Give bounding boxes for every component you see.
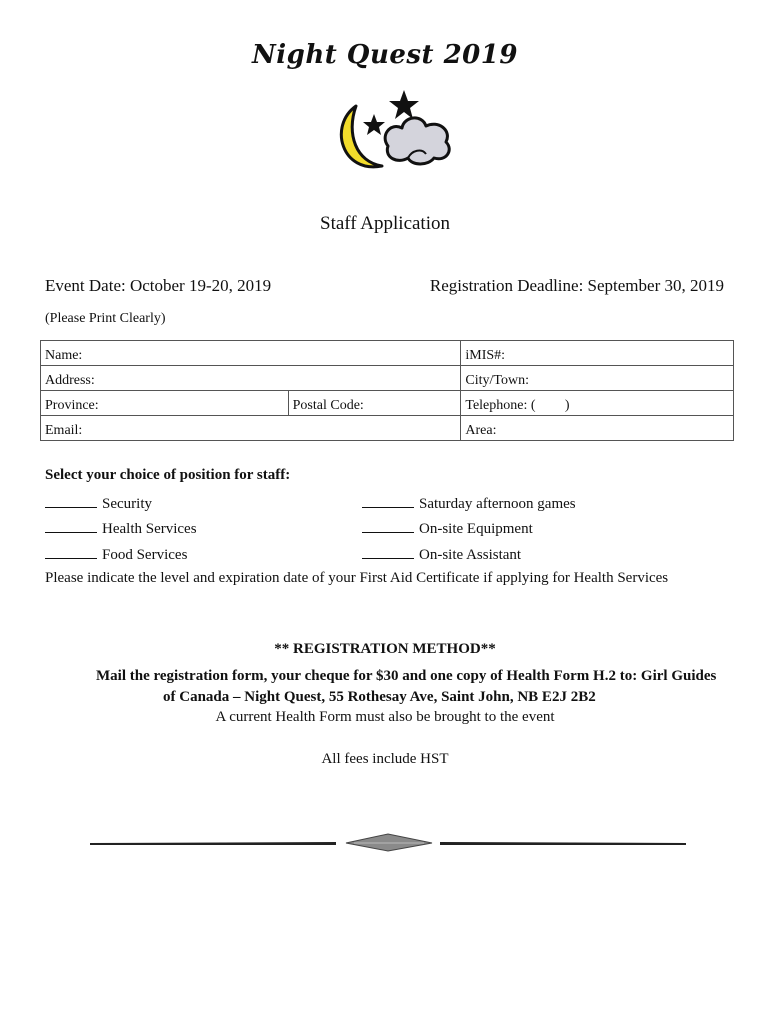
onsite-equipment-check-line[interactable] [362, 518, 414, 533]
telephone-field[interactable] [461, 391, 734, 416]
position-label: On-site Equipment [419, 521, 533, 537]
name-label: Name: [45, 348, 83, 363]
position-label: Security [102, 496, 152, 512]
province-label: Province: [45, 398, 99, 413]
postal-code-field[interactable] [288, 391, 461, 416]
mail-instructions-line-1: Mail the registration form, your cheque for $30 and one copy of Health Form H.2 to: Girl Guides [96, 668, 717, 684]
small-star-shape [363, 114, 385, 135]
fees-note: All fees include HST [321, 751, 449, 767]
large-star-shape [389, 90, 419, 119]
applicant-info-table [40, 340, 734, 441]
name-field[interactable] [41, 341, 461, 366]
moon-stars-cloud-icon [328, 84, 458, 176]
area-code-open: ( [530, 398, 536, 413]
food-services-check-line[interactable] [45, 544, 97, 559]
form-subtitle: Staff Application [320, 213, 450, 234]
health-services-check-line[interactable] [45, 518, 97, 533]
registration-deadline: Registration Deadline: September 30, 2019 [429, 276, 724, 295]
position-label: Food Services [102, 547, 188, 563]
table-row [41, 366, 734, 391]
city-label: City/Town: [465, 373, 529, 388]
telephone-label: Telephone: [465, 398, 528, 413]
print-clearly-note: (Please Print Clearly) [45, 311, 166, 326]
area-field[interactable] [461, 416, 734, 441]
imis-field[interactable] [461, 341, 734, 366]
cloud-shape [385, 118, 449, 164]
city-field[interactable] [461, 366, 734, 391]
province-field[interactable] [41, 391, 289, 416]
position-option-food-services [45, 544, 187, 564]
onsite-assistant-check-line[interactable] [362, 544, 414, 559]
position-label: Saturday afternoon games [419, 496, 576, 512]
event-date: Event Date: October 19-20, 2019 [45, 276, 272, 295]
position-option-health-services [45, 518, 197, 538]
area-code-close: ) [564, 398, 570, 413]
email-label: Email: [45, 423, 83, 438]
registration-heading: ** REGISTRATION METHOD** [274, 641, 496, 657]
first-aid-note: Please indicate the level and expiration date of your First Aid Certificate if applying for Health Services [45, 570, 669, 586]
position-label: On-site Assistant [419, 547, 522, 563]
ornamental-divider [88, 830, 688, 852]
afternoon-games-check-line[interactable] [362, 493, 414, 508]
table-row [41, 391, 734, 416]
position-option-afternoon-games [362, 493, 576, 513]
postal-code-label: Postal Code: [292, 398, 364, 413]
moon-shape [341, 106, 382, 167]
email-field[interactable] [41, 416, 461, 441]
position-option-onsite-equipment [362, 518, 533, 538]
address-field[interactable] [41, 366, 461, 391]
security-check-line[interactable] [45, 493, 97, 508]
position-option-onsite-assistant [362, 544, 521, 564]
table-row [41, 416, 734, 441]
position-option-security [45, 493, 152, 513]
imis-label: iMIS#: [465, 348, 506, 363]
address-label: Address: [45, 373, 95, 388]
health-form-note: A current Health Form must also be brought to the event [215, 709, 555, 725]
area-label: Area: [465, 423, 497, 438]
table-row [41, 341, 734, 366]
position-heading: Select your choice of position for staff: [45, 467, 291, 483]
page-title: Night Quest 2019 [252, 40, 518, 70]
position-label: Health Services [102, 521, 197, 537]
mail-instructions-line-2: of Canada – Night Quest, 55 Rothesay Ave, Saint John, NB E2J 2B2 [163, 689, 596, 705]
